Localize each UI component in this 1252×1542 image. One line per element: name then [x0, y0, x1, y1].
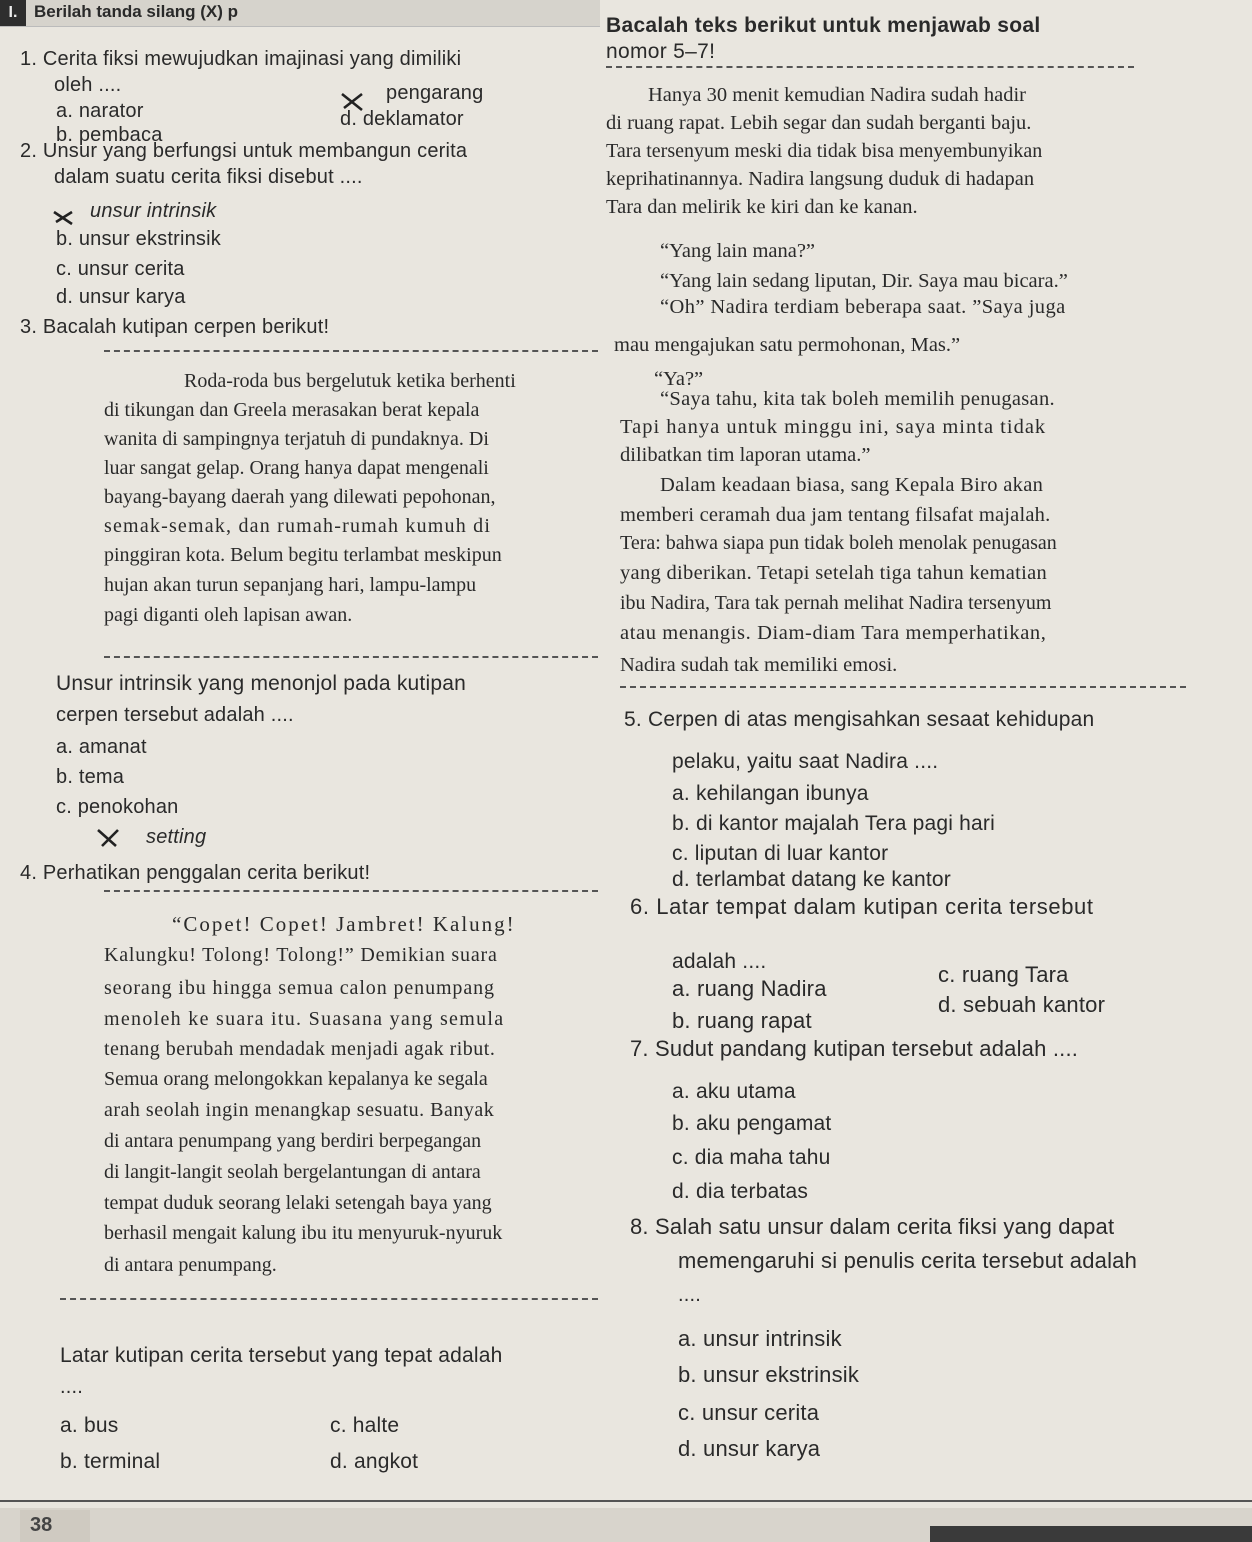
q8-stem-line1: 8. Salah satu unsur dalam cerita fiksi yang dapat: [630, 1214, 1115, 1239]
q8-stem-line3: ....: [678, 1284, 702, 1306]
q5-option-c[interactable]: c. liputan di luar kantor: [672, 842, 889, 865]
story-line: Nadira sudah tak memiliki emosi.: [620, 654, 898, 676]
q2-stem-line1: 2. Unsur yang berfungsi untuk membangun cerita: [20, 140, 468, 162]
q6-option-c[interactable]: c. ruang Tara: [938, 962, 1069, 987]
story-line: Dalam keadaan biasa, sang Kepala Biro akan: [660, 474, 1044, 496]
q4-question-line2: ....: [60, 1376, 84, 1398]
divider: [104, 656, 598, 658]
q4-question-line1: Latar kutipan cerita tersebut yang tepat adalah: [60, 1344, 503, 1367]
q8-option-d[interactable]: d. unsur karya: [678, 1436, 821, 1461]
story-line: Tera: bahwa siapa pun tidak boleh menolak penugasan: [620, 532, 1057, 554]
q8-option-c[interactable]: c. unsur cerita: [678, 1400, 820, 1425]
q3-option-a[interactable]: a. amanat: [56, 736, 147, 758]
q2-option-a[interactable]: unsur intrinsik: [90, 200, 217, 222]
q4-option-c[interactable]: c. halte: [330, 1414, 400, 1437]
q1-stem-line1: 1. Cerita fiksi mewujudkan imajinasi yang dimiliki: [20, 48, 462, 70]
q4-option-b[interactable]: b. terminal: [60, 1450, 161, 1473]
divider: [104, 890, 598, 892]
story-line: “Yang lain sedang liputan, Dir. Saya mau bicara.”: [660, 270, 1068, 292]
q4-excerpt-line: berhasil mengait kalung ibu itu menyuruk-nyuruk: [104, 1222, 503, 1244]
q2-option-b[interactable]: b. unsur ekstrinsik: [56, 228, 221, 250]
q4-excerpt-line: arah seolah ingin menangkap sesuatu. Banyak: [104, 1099, 495, 1121]
story-line: “Oh” Nadira terdiam beberapa saat. ”Saya juga: [660, 296, 1066, 318]
q5-option-b[interactable]: b. di kantor majalah Tera pagi hari: [672, 812, 995, 835]
story-line: keprihatinannya. Nadira langsung duduk di hadapan: [606, 168, 1035, 190]
q4-intro: 4. Perhatikan penggalan cerita berikut!: [20, 862, 371, 884]
q4-excerpt-line: di antara penumpang.: [104, 1254, 277, 1276]
reading-instruction: Bacalah teks berikut untuk menjawab soal: [606, 14, 1041, 37]
story-line: Hanya 30 menit kemudian Nadira sudah hadir: [648, 84, 1026, 106]
q1-option-c[interactable]: pengarang: [386, 82, 484, 104]
q3-excerpt-line: luar sangat gelap. Orang hanya dapat mengenali: [104, 457, 489, 479]
q4-option-a[interactable]: a. bus: [60, 1414, 119, 1437]
q3-option-c[interactable]: c. penokohan: [56, 796, 179, 818]
q6-stem-line1: 6. Latar tempat dalam kutipan cerita tersebut: [630, 894, 1094, 919]
q7-option-b[interactable]: b. aku pengamat: [672, 1112, 832, 1135]
q7-option-c[interactable]: c. dia maha tahu: [672, 1146, 831, 1169]
q4-excerpt-line: menoleh ke suara itu. Suasana yang semula: [104, 1008, 505, 1030]
q4-excerpt-line: Kalungku! Tolong! Tolong!” Demikian suara: [104, 944, 498, 966]
q4-excerpt-line: tempat duduk seorang lelaki setengah baya yang: [104, 1192, 492, 1214]
q3-excerpt-line: Roda-roda bus bergelutuk ketika berhenti: [184, 370, 516, 392]
q1-option-a[interactable]: a. narator: [56, 100, 144, 122]
q3-option-d[interactable]: setting: [146, 826, 207, 848]
divider: [104, 350, 598, 352]
q3-excerpt-line: bayang-bayang daerah yang dilewati pepohonan,: [104, 486, 496, 508]
story-line: “Ya?”: [654, 368, 704, 390]
story-line: mau mengajukan satu permohonan, Mas.”: [614, 334, 961, 356]
divider: [620, 686, 1186, 688]
q5-stem-line2: pelaku, yaitu saat Nadira ....: [672, 750, 939, 773]
q8-stem-line2: memengaruhi si penulis cerita tersebut adalah: [678, 1248, 1138, 1273]
q3-excerpt-line: di tikungan dan Greela merasakan berat kepala: [104, 399, 480, 421]
cross-mark-icon: [50, 206, 80, 228]
q3-intro: 3. Bacalah kutipan cerpen berikut!: [20, 316, 330, 338]
q2-option-c[interactable]: c. unsur cerita: [56, 258, 185, 280]
q7-option-a[interactable]: a. aku utama: [672, 1080, 796, 1103]
q4-excerpt-line: seorang ibu hingga semua calon penumpang: [104, 977, 495, 999]
page-number: 38: [30, 1514, 53, 1536]
q5-option-d[interactable]: d. terlambat datang ke kantor: [672, 868, 951, 891]
section-mark: I.: [0, 0, 26, 26]
story-line: dilibatkan tim laporan utama.”: [620, 444, 871, 466]
reading-instruction-range: nomor 5–7!: [606, 40, 716, 63]
story-line: “Yang lain mana?”: [660, 240, 816, 262]
q3-excerpt-line: hujan akan turun sepanjang hari, lampu-lampu: [104, 574, 477, 596]
divider: [60, 1298, 598, 1300]
footer-rule: [0, 1500, 1252, 1502]
q3-question-line2: cerpen tersebut adalah ....: [56, 704, 294, 726]
story-line: ibu Nadira, Tara tak pernah melihat Nadira tersenyum: [620, 592, 1052, 614]
q4-option-d[interactable]: d. angkot: [330, 1450, 419, 1473]
q4-excerpt-line: di langit-langit seolah bergelantungan di antara: [104, 1161, 481, 1183]
q4-excerpt-line: “Copet! Copet! Jambret! Kalung!: [172, 912, 516, 936]
story-line: yang diberikan. Tetapi setelah tiga tahun kematian: [620, 562, 1048, 584]
story-line: Tara dan melirik ke kiri dan ke kanan.: [606, 196, 918, 218]
q1-stem-line2: oleh ....: [54, 74, 122, 96]
footer-dark-strip: [930, 1526, 1252, 1542]
q4-excerpt-line: tenang berubah mendadak menjadi agak ribut.: [104, 1038, 496, 1060]
section-title: Berilah tanda silang (X) p: [34, 2, 239, 21]
story-line: Tara tersenyum meski dia tidak bisa menyembunyikan: [606, 140, 1043, 162]
q6-option-a[interactable]: a. ruang Nadira: [672, 976, 827, 1001]
q5-stem-line1: 5. Cerpen di atas mengisahkan sesaat kehidupan: [624, 708, 1095, 731]
q3-excerpt-line: pinggiran kota. Belum begitu terlambat meskipun: [104, 544, 502, 566]
divider: [606, 66, 1134, 68]
story-line: atau menangis. Diam-diam Tara memperhatikan,: [620, 622, 1047, 644]
q3-option-b[interactable]: b. tema: [56, 766, 125, 788]
q7-stem: 7. Sudut pandang kutipan tersebut adalah ....: [630, 1036, 1079, 1061]
q3-question-line1: Unsur intrinsik yang menonjol pada kutipan: [56, 672, 466, 695]
story-line: memberi ceramah dua jam tentang filsafat majalah.: [620, 504, 1051, 526]
cross-mark-icon: [94, 826, 124, 848]
story-line: di ruang rapat. Lebih segar dan sudah berganti baju.: [606, 112, 1032, 134]
q1-option-d[interactable]: d. deklamator: [340, 108, 464, 130]
q6-option-d[interactable]: d. sebuah kantor: [938, 992, 1106, 1017]
q5-option-a[interactable]: a. kehilangan ibunya: [672, 782, 869, 805]
q3-excerpt-line: wanita di sampingnya terjatuh di pundaknya. Di: [104, 428, 489, 450]
q1-option-b[interactable]: b. pembaca: [56, 124, 163, 146]
q4-excerpt-line: Semua orang melongokkan kepalanya ke segala: [104, 1068, 488, 1090]
q3-excerpt-line: semak-semak, dan rumah-rumah kumuh di: [104, 515, 492, 537]
q2-option-d[interactable]: d. unsur karya: [56, 286, 186, 308]
q8-option-a[interactable]: a. unsur intrinsik: [678, 1326, 842, 1351]
q6-option-b[interactable]: b. ruang rapat: [672, 1008, 812, 1033]
q2-stem-line2: dalam suatu cerita fiksi disebut ....: [54, 166, 363, 188]
q7-option-d[interactable]: d. dia terbatas: [672, 1180, 809, 1203]
q4-excerpt-line: di antara penumpang yang berdiri berpegangan: [104, 1130, 482, 1152]
q3-excerpt-line: pagi diganti oleh lapisan awan.: [104, 604, 353, 626]
story-line: Tapi hanya untuk minggu ini, saya minta tidak: [620, 416, 1047, 438]
q8-option-b[interactable]: b. unsur ekstrinsik: [678, 1362, 860, 1387]
q6-stem-line2: adalah ....: [672, 950, 767, 973]
story-line: “Saya tahu, kita tak boleh memilih penugasan.: [660, 388, 1055, 410]
